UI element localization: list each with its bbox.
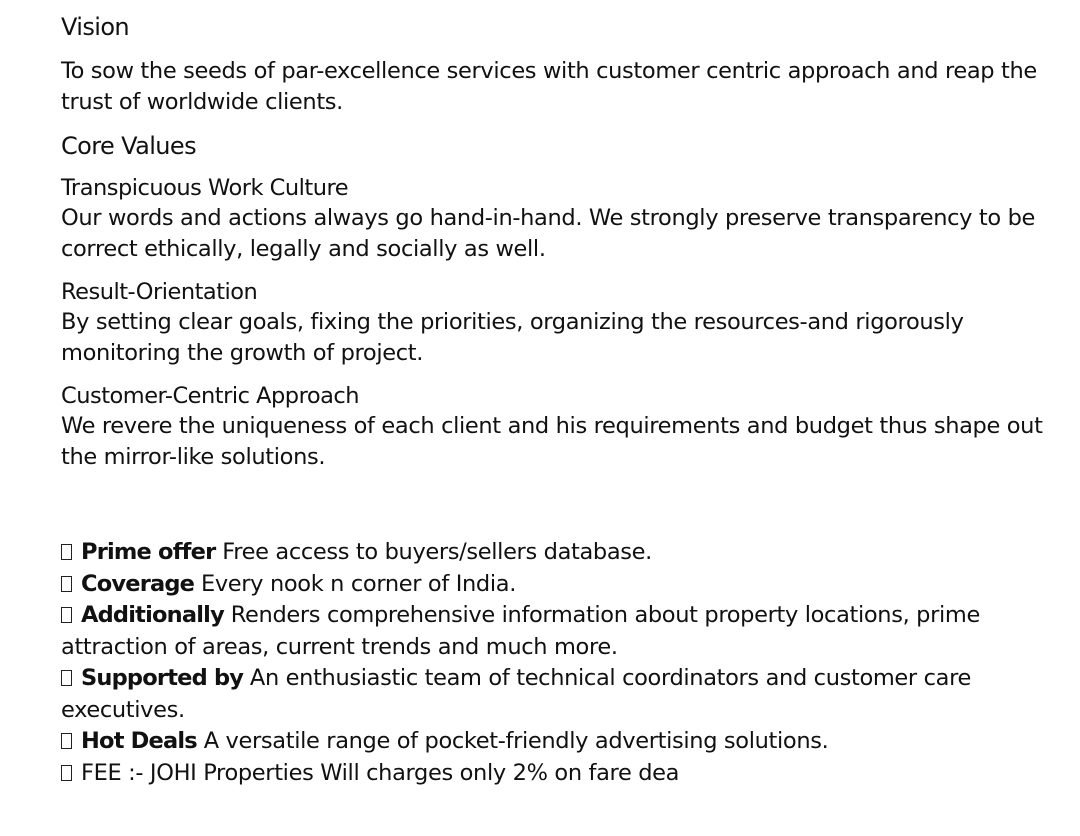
highlights-list — [61, 537, 1051, 789]
highlight-text: Every nook n corner of India. — [194, 570, 516, 597]
core-value-title: Transpicuous Work Culture — [61, 175, 349, 201]
highlight-text: Free access to buyers/sellers database. — [215, 539, 652, 565]
highlight-item — [61, 726, 1051, 758]
highlight-text: Renders comprehensive information about property locations, prime attraction of areas, current trends and much more. — [61, 602, 980, 660]
highlight-text: An enthusiastic team of technical coordinators and customer care executives. — [61, 665, 971, 723]
checkbox-square-icon — [61, 733, 72, 749]
highlight-label: Hot Deals — [81, 728, 197, 754]
vision-heading: Vision — [61, 13, 130, 41]
highlight-item — [61, 569, 1051, 601]
highlight-text: A versatile range of pocket-friendly advertising solutions. — [196, 728, 829, 754]
core-value-customer-centric — [61, 381, 1051, 473]
core-values-heading: Core Values — [61, 132, 196, 160]
checkbox-square-icon — [61, 544, 72, 560]
core-value-text: We revere the uniqueness of each client and his requirements and budget thus shape out the mirror-like solutions. — [61, 413, 1043, 470]
highlight-item — [61, 758, 1051, 790]
checkbox-square-icon — [61, 576, 72, 592]
highlight-label: Additionally — [81, 602, 224, 628]
vision-text: To sow the seeds of par-excellence services with customer centric approach and reap the trust of worldwide clients. — [61, 58, 1037, 115]
core-value-result-orientation — [61, 277, 1051, 369]
highlight-label: Prime offer — [81, 539, 216, 565]
highlight-label: Supported by — [81, 665, 244, 691]
highlight-item — [61, 663, 1051, 726]
core-value-transparency — [61, 173, 1051, 265]
document-body — [61, 10, 1051, 789]
core-value-text: By setting clear goals, fixing the priorities, organizing the resources-and rigorously monitoring the growth of project. — [61, 309, 964, 366]
highlight-text: FEE :- JOHI Properties Will charges only 2% on fare dea — [81, 759, 680, 786]
core-value-title: Customer-Centric Approach — [61, 383, 360, 409]
checkbox-square-icon — [61, 607, 72, 623]
core-value-title: Result-Orientation — [61, 279, 258, 305]
core-value-text: Our words and actions always go hand-in-hand. We strongly preserve transparency to be correct ethically, legally and socially as well. — [61, 205, 1036, 262]
checkbox-square-icon — [61, 670, 72, 686]
highlight-item — [61, 600, 1051, 663]
highlight-label: Coverage — [81, 570, 195, 597]
checkbox-square-icon — [61, 765, 72, 781]
highlight-item — [61, 537, 1051, 569]
